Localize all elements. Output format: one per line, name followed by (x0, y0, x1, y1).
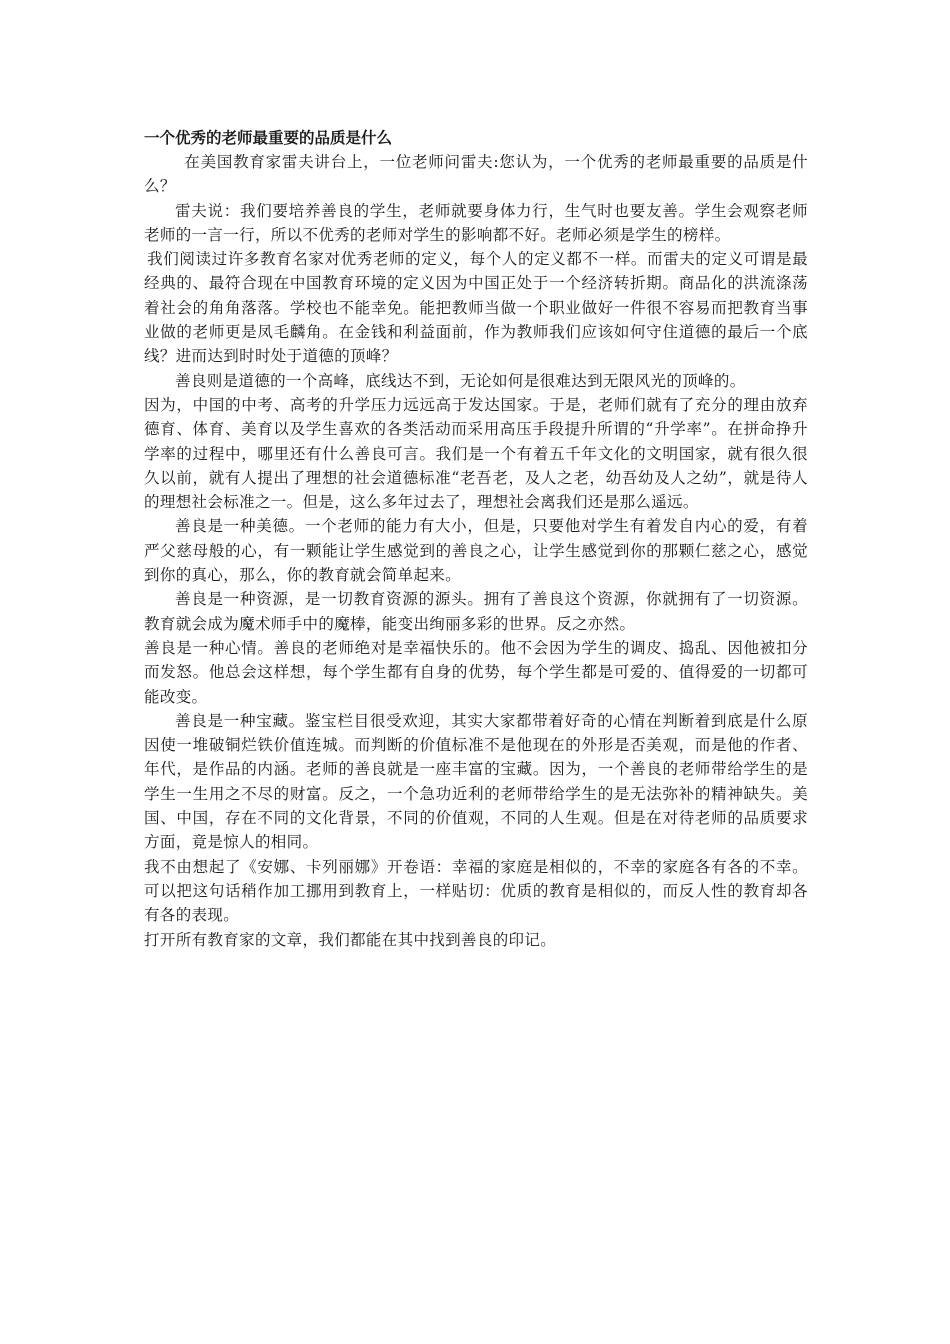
paragraph-intro-question: 在美国教育家雷夫讲台上，一位老师问雷夫:您认为，一个优秀的老师最重要的品质是什么？ (144, 153, 808, 196)
paragraph-conclusion: 打开所有教育家的文章，我们都能在其中找到善良的印记。 (144, 930, 557, 949)
paragraph-definition: 我们阅读过许多教育名家对优秀老师的定义，每个人的定义都不一样。而雷夫的定义可谓是最经典的、最符合现在中国教育环境的定义因为中国正处于一个经济转折期。商品化的洪流涤荡着社会的角角落落。学校也不能幸免。能把教师当做一个职业做好一件很不容易而把教育当事业做的老师更是凤毛麟角。在金钱和利益面前，作为教师我们应该如何守住道德的最后一个底线？进而达到时时处于道德的顶峰？ (144, 250, 808, 366)
paragraph-virtue: 善良是一种美德。一个老师的能力有大小，但是，只要他对学生有着发自内心的爱，有着严父慈母般的心，有一颗能让学生感觉到的善良之心，让学生感觉到你的那颗仁慈之心，感觉到你的真心，那么，你的教育就会简单起来。 (144, 517, 808, 585)
paragraph-treasure: 善良是一种宝藏。鉴宝栏目很受欢迎，其实大家都带着好奇的心情在判断着到底是什么原因使一堆破铜烂铁价值连城。而判断的价值标准不是他现在的外形是否美观，而是他的作者、年代，是作品的内涵。老师的善良就是一座丰富的宝藏。因为，一个善良的老师带给学生的是学生一生用之不尽的财富。反之，一个急功近利的老师带给学生的是无法弥补的精神缺失。美国、中国，存在不同的文化背景，不同的价值观，不同的人生观。但是在对待老师的品质要求方面，竟是惊人的相同。 (144, 711, 808, 852)
paragraph-kindness-peak: 善良则是道德的一个高峰，底线达不到，无论如何是很难达到无限风光的顶峰的。 (175, 371, 746, 390)
paragraph-anna-karenina: 我不由想起了《安娜、卡列丽娜》开卷语：幸福的家庭是相似的，不幸的家庭各有各的不幸。可以把这句话稍作加工挪用到教育上，一样贴切：优质的教育是相似的，而反人性的教育却各有各的表现。 (144, 857, 808, 925)
document-page (144, 126, 808, 952)
paragraph-resource: 善良是一种资源，是一切教育资源的源头。拥有了善良这个资源，你就拥有了一切资源。教育就会成为魔术师手中的魔棒，能变出绚丽多彩的世界。反之亦然。 (144, 590, 808, 633)
paragraph-mood: 善良是一种心情。善良的老师绝对是幸福快乐的。他不会因为学生的调皮、捣乱、因他被扣分而发怒。他总会这样想，每个学生都有自身的优势，每个学生都是可爱的、值得爱的一切都可能改变。 (144, 638, 808, 706)
paragraph-exam-pressure: 因为，中国的中考、高考的升学压力远远高于发达国家。于是，老师们就有了充分的理由放弃德育、体育、美育以及学生喜欢的各类活动而采用高压手段提升所谓的“升学率”。在拼命挣升学率的过程中，哪里还有什么善良可言。我们是一个有着五千年文化的文明国家，就有很久很久以前，就有人提出了理想的社会道德标准“老吾老，及人之老，幼吾幼及人之幼”，就是待人的理想社会标准之一。但是，这么多年过去了，理想社会离我们还是那么遥远。 (144, 395, 808, 512)
document-title: 一个优秀的老师最重要的品质是什么 (144, 129, 393, 147)
paragraph-rafe-answer: 雷夫说：我们要培养善良的学生，老师就要身体力行，生气时也要友善。学生会观察老师老师的一言一行，所以不优秀的老师对学生的影响都不好。老师必须是学生的榜样。 (144, 201, 808, 244)
